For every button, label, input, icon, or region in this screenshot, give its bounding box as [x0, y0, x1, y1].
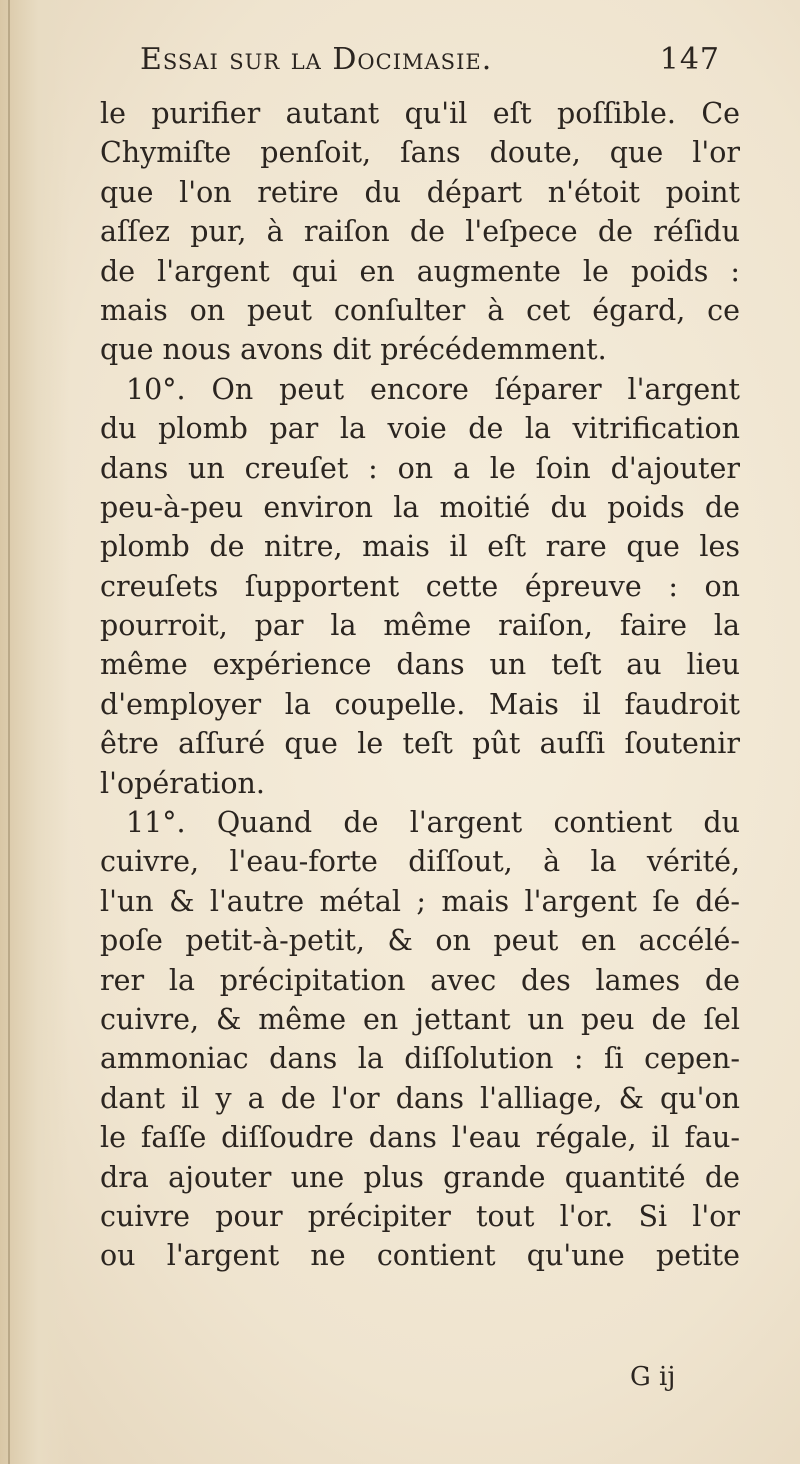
text-line: aſſez pur, à raiſon de l'eſpece de réſidu — [100, 215, 740, 249]
signature-mark: G ij — [630, 1362, 676, 1392]
text-line: 11°. Quand de l'argent contient du — [126, 806, 740, 840]
page-spine-shadow — [0, 0, 70, 1464]
text-line: creuſets ſupportent cette épreuve : on — [100, 569, 740, 603]
text-line: l'opération. — [100, 766, 265, 800]
text-line: poſe petit-à-petit, & on peut en accélé- — [100, 924, 740, 958]
body-text — [100, 94, 740, 1276]
text-line: pourroit, par la même raiſon, faire la — [100, 609, 740, 643]
running-title: Essai sur la Docimasie. — [140, 42, 493, 77]
text-line: être aſſuré que le teſt pût auſſi ſoutenir — [100, 727, 740, 761]
text-line: ammoniac dans la diſſolution : ſi cepen- — [100, 1042, 740, 1076]
text-line: dans un creuſet : on a le ſoin d'ajouter — [100, 451, 740, 485]
text-line: dant il y a de l'or dans l'alliage, & qu'on — [100, 1081, 740, 1115]
text-line: ou l'argent ne contient qu'une petite — [100, 1239, 740, 1273]
text-line: rer la précipitation avec des lames de — [100, 963, 740, 997]
text-line: dra ajouter une plus grande quantité de — [100, 1160, 740, 1194]
text-line: plomb de nitre, mais il eſt rare que les — [100, 530, 740, 564]
text-line: cuivre pour précipiter tout l'or. Si l'or — [100, 1199, 740, 1233]
text-line: que nous avons dit précédemment. — [100, 333, 607, 367]
text-line: cuivre, l'eau-forte diſſout, à la vérité, — [100, 845, 740, 879]
text-line: le faſſe diſſoudre dans l'eau régale, il fau- — [100, 1121, 740, 1155]
page-header — [140, 42, 720, 90]
page-number: 147 — [659, 42, 720, 77]
text-line: du plomb par la voie de la vitrification — [100, 412, 740, 446]
text-line: l'un & l'autre métal ; mais l'argent ſe dé- — [100, 884, 740, 918]
text-line: mais on peut conſulter à cet égard, ce — [100, 293, 740, 327]
text-line: de l'argent qui en augmente le poids : — [100, 254, 740, 288]
text-line: que l'on retire du départ n'étoit point — [100, 175, 740, 209]
text-line: Chymiſte penſoit, ſans doute, que l'or — [100, 136, 740, 170]
text-line: 10°. On peut encore ſéparer l'argent — [126, 372, 740, 406]
text-line: cuivre, & même en jettant un peu de ſel — [100, 1002, 740, 1036]
text-line: peu-à-peu environ la moitié du poids de — [100, 490, 740, 524]
text-line: même expérience dans un teſt au lieu — [100, 648, 740, 682]
text-line: d'employer la coupelle. Mais il faudroit — [100, 687, 740, 721]
text-line: le purifier autant qu'il eſt poſſible. Ce — [100, 97, 740, 130]
page-spine-line — [8, 0, 10, 1464]
